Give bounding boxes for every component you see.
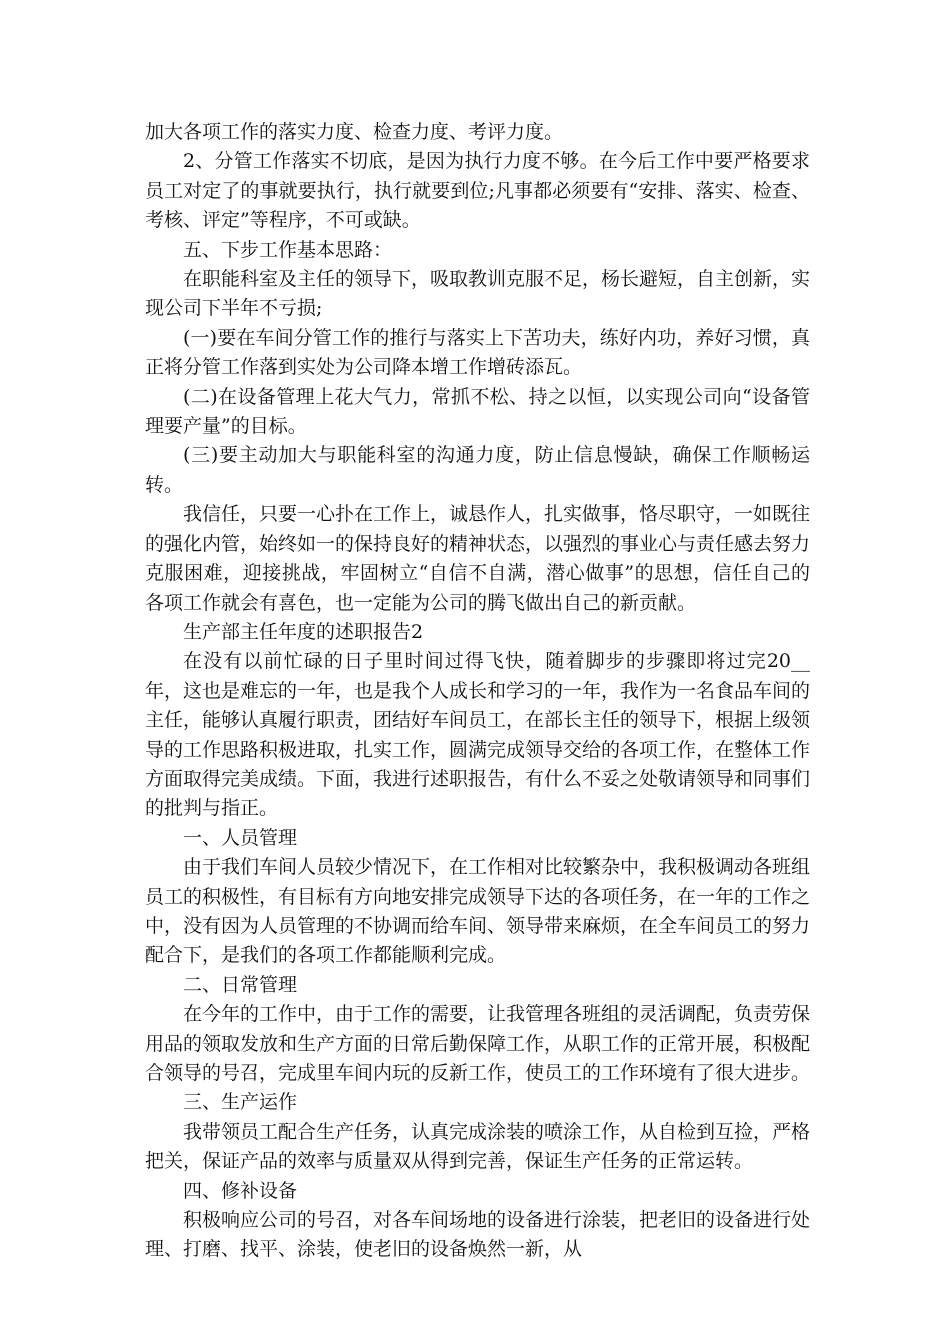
paragraph: (三)要主动加大与职能科室的沟通力度，防止信息慢缺，确保工作顺畅运转。 <box>145 444 810 496</box>
section-heading: 二、日常管理 <box>183 973 298 996</box>
report-title: 生产部主任年度的述职报告2 <box>183 620 424 643</box>
section-heading: 三、生产运作 <box>183 1091 298 1114</box>
section-heading: 一、人员管理 <box>183 826 298 849</box>
document-body <box>145 118 810 1265</box>
section-heading: 四、修补设备 <box>183 1179 298 1202</box>
paragraph: 在今年的工作中，由于工作的需要，让我管理各班组的灵活调配，负责劳保用品的领取发放和生产方面的日常后勤保障工作，从职工作的正常开展，积极配合领导的号召，完成里车间内玩的反新工作，使员工的工作环境有了很大进步。 <box>145 1003 811 1084</box>
paragraph: 积极响应公司的号召，对各车间场地的设备进行涂装，把老旧的设备进行处理、打磨、找平、涂装，使老旧的设备焕然一新，从 <box>145 1209 811 1261</box>
paragraph: 在职能科室及主任的领导下，吸取教训克服不足，杨长避短，自主创新，实现公司下半年不亏损; <box>145 268 811 320</box>
paragraph: (二)在设备管理上花大气力，常抓不松、持之以恒，以实现公司向“设备管理要产量”的目标。 <box>145 385 810 438</box>
paragraph: 由于我们车间人员较少情况下，在工作相对比较繁杂中，我积极调动各班组员工的积极性，有目标有方向地安排完成领导下达的各项任务，在一年的工作之中，没有因为人员管理的不协调而给车间、领导带来麻烦，在全车间员工的努力配合下，是我们的各项工作都能顺利完成。 <box>145 856 811 967</box>
paragraph: (一)要在车间分管工作的推行与落实上下苦功夫，练好内功，养好习惯，真正将分管工作落到实处为公司降本增工作增砖添瓦。 <box>145 326 810 379</box>
paragraph: 加大各项工作的落实力度、检查力度、考评力度。 <box>145 121 564 143</box>
paragraph: 我带领员工配合生产任务，认真完成涂装的喷涂工作，从自检到互捡，严格把关，保证产品的效率与质量双从得到完善，保证生产任务的正常运转。 <box>145 1120 811 1173</box>
section-heading: 五、下步工作基本思路： <box>183 238 393 261</box>
paragraph: 在没有以前忙碌的日子里时间过得飞快，随着脚步的步骤即将过完20__年，这也是难忘的一年，也是我个人成长和学习的一年，我作为一名食品车间的主任，能够认真履行职责，团结好车间员工，在部长主任的领导下，根据上级领导的工作思路积极进取，扎实工作，圆满完成领导交给的各项工作，在整体工作方面取得完美成绩。下面，我进行述职报告，有什么不妥之处敬请领导和同事们的批判与指正。 <box>145 650 811 820</box>
paragraph: 我信任，只要一心扑在工作上，诚恳作人，扎实做事，恪尽职守，一如既往的强化内管，始终如一的保持良好的精神状态，以强烈的事业心与责任感去努力克服困难，迎接挑战，牢固树立“自信不自满，潜心做事”的思想，信任自己的各项工作就会有喜色，也一定能为公司的腾飞做出自己的新贡献。 <box>145 503 811 614</box>
paragraph: 2、分管工作落实不切底，是因为执行力度不够。在今后工作中要严格要求员工对定了的事就要执行，执行就要到位;凡事都必须要有“安排、落实、检查、考核、评定”等程序，不可或缺。 <box>145 150 810 232</box>
